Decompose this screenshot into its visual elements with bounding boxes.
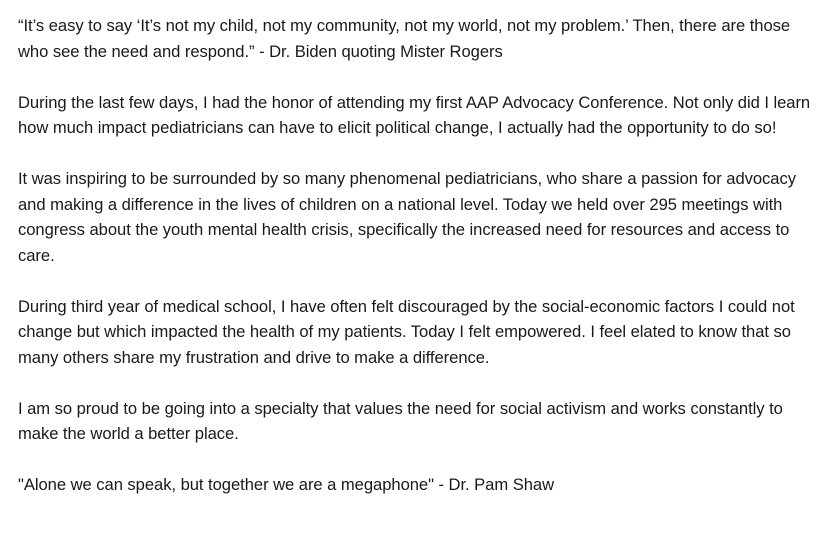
conference-paragraph: During the last few days, I had the honor of attending my first AAP Advocacy Conference. Not only did I learn how much impact pediatricians can have to elicit political change, I actually had the opportunity to do so! bbox=[18, 92, 811, 137]
post-body bbox=[18, 13, 824, 498]
inspiration-paragraph: It was inspiring to be surrounded by so many phenomenal pediatricians, who share a passion for advocacy and making a difference in the lives of children on a national level. Today we held over 295 meetings with congress about the youth mental health crisis, specifically the increased need for resources and access to care. bbox=[18, 169, 796, 265]
specialty-paragraph: I am so proud to be going into a specialty that values the need for social activism and works constantly to make the world a better place. bbox=[18, 398, 783, 443]
medical-school-paragraph: During third year of medical school, I have often felt discouraged by the social-economic factors I could not change but which impacted the health of my patients. Today I felt empowered. I feel elated to know that so many others share my frustration and drive to make a difference. bbox=[18, 296, 795, 367]
closing-quote-paragraph: "Alone we can speak, but together we are a megaphone" - Dr. Pam Shaw bbox=[18, 475, 555, 494]
opening-quote-paragraph: “It’s easy to say ‘It’s not my child, not my community, not my world, not my problem.’ Then, there are those who see the need and respond.” - Dr. Biden quoting Mister Rogers bbox=[18, 16, 791, 61]
